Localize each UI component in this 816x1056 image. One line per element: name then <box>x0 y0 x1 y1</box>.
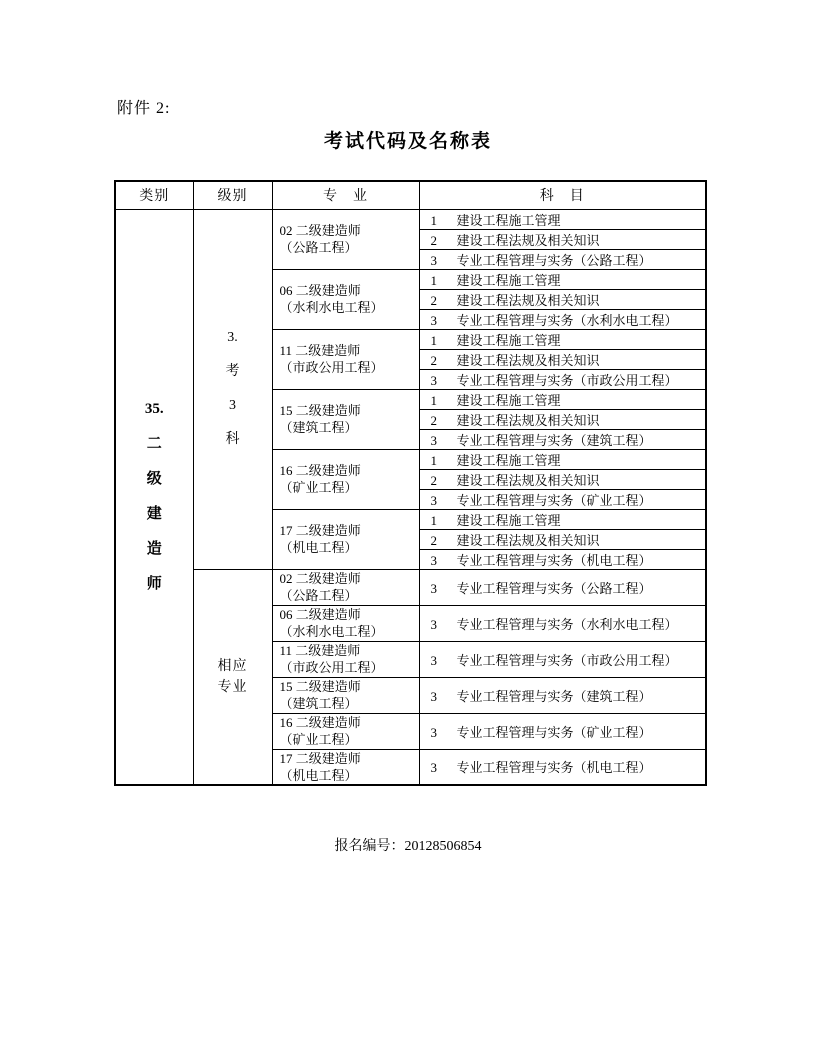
specialty-name: 06 二级建造师 <box>279 607 361 622</box>
subject-title: 专业工程管理与实务（公路工程） <box>456 252 652 268</box>
subject-title: 专业工程管理与实务（矿业工程） <box>456 724 652 740</box>
subject-cell <box>419 389 706 409</box>
subject-title: 专业工程管理与实务（建筑工程） <box>456 688 652 704</box>
category-text: 二 <box>146 435 162 452</box>
subject-number: 1 <box>430 392 437 408</box>
subject-cell <box>419 749 706 785</box>
subject-number: 1 <box>430 332 437 348</box>
level-text: 专业 <box>217 679 248 695</box>
subject-number: 3 <box>430 724 437 740</box>
subject-number: 1 <box>430 512 437 528</box>
subject-title: 建设工程施工管理 <box>456 512 561 528</box>
specialty-name: 16 二级建造师 <box>279 715 361 730</box>
attachment-label: 附件 2: <box>117 100 171 117</box>
subject-number: 1 <box>430 272 437 288</box>
subject-number: 3 <box>430 652 437 668</box>
subject-title: 建设工程施工管理 <box>456 212 561 228</box>
specialty-name: 15 二级建造师 <box>279 403 361 418</box>
specialty-name: 16 二级建造师 <box>279 463 361 478</box>
subject-number: 3 <box>430 760 437 776</box>
specialty-paren: （公路工程） <box>279 240 358 255</box>
subject-number: 2 <box>430 412 437 428</box>
exam-table-body <box>115 209 706 785</box>
level-text: 考 <box>225 364 240 379</box>
specialty-name: 02 二级建造师 <box>279 223 361 238</box>
subject-cell <box>419 549 706 569</box>
category-text: 造 <box>146 540 162 557</box>
specialty-cell <box>272 677 419 713</box>
level-text: 3 <box>229 398 236 413</box>
specialty-paren: （市政公用工程） <box>279 660 384 675</box>
subject-cell <box>419 349 706 369</box>
category-text: 师 <box>146 575 162 592</box>
subject-title: 建设工程法规及相关知识 <box>456 352 600 368</box>
subject-cell <box>419 489 706 509</box>
specialty-cell <box>272 329 419 389</box>
category-text: 级 <box>146 470 162 487</box>
specialty-paren: （市政公用工程） <box>279 360 384 375</box>
subject-number: 3 <box>430 492 437 508</box>
subject-number: 2 <box>430 532 437 548</box>
exam-code-table <box>114 180 707 786</box>
specialty-paren: （水利水电工程） <box>279 624 384 639</box>
registration-number: 报名编号：20128506854 <box>334 839 482 854</box>
subject-title: 专业工程管理与实务（市政公用工程） <box>456 652 678 668</box>
subject-cell <box>419 429 706 449</box>
specialty-name: 02 二级建造师 <box>279 571 361 586</box>
subject-cell <box>419 449 706 469</box>
subject-title: 建设工程施工管理 <box>456 272 561 288</box>
subject-number: 1 <box>430 212 437 228</box>
subject-number: 3 <box>430 580 437 596</box>
subject-number: 2 <box>430 352 437 368</box>
table-header <box>115 181 706 209</box>
category-text: 35. <box>144 400 164 417</box>
subject-number: 3 <box>430 432 437 448</box>
subject-cell <box>419 569 706 605</box>
subject-title: 专业工程管理与实务（水利水电工程） <box>456 616 678 632</box>
specialty-name: 11 二级建造师 <box>279 643 361 658</box>
subject-title: 建设工程法规及相关知识 <box>456 412 600 428</box>
specialty-name: 11 二级建造师 <box>279 343 361 358</box>
subject-number: 3 <box>430 552 437 568</box>
subject-title: 专业工程管理与实务（公路工程） <box>456 580 652 596</box>
subject-number: 3 <box>430 688 437 704</box>
specialty-paren: （建筑工程） <box>279 696 358 711</box>
specialty-cell <box>272 641 419 677</box>
subject-cell <box>419 309 706 329</box>
header-category: 类别 <box>115 181 193 209</box>
subject-number: 2 <box>430 472 437 488</box>
level-cell <box>193 209 272 569</box>
subject-number: 3 <box>430 616 437 632</box>
subject-cell <box>419 209 706 229</box>
category-cell <box>115 209 193 785</box>
subject-cell <box>419 509 706 529</box>
subject-title: 建设工程法规及相关知识 <box>456 472 600 488</box>
subject-number: 2 <box>430 292 437 308</box>
specialty-paren: （机电工程） <box>279 767 358 783</box>
header-specialty: 专 业 <box>272 181 419 209</box>
subject-cell <box>419 529 706 549</box>
specialty-paren: （水利水电工程） <box>279 300 384 315</box>
subject-number: 3 <box>430 252 437 268</box>
specialty-cell <box>272 389 419 449</box>
subject-title: 建设工程施工管理 <box>456 392 561 408</box>
table-header-row <box>115 181 706 209</box>
specialty-cell <box>272 269 419 329</box>
header-level: 级别 <box>193 181 272 209</box>
level-text: 相应 <box>217 658 248 674</box>
page-title: 考试代码及名称表 <box>323 131 492 152</box>
specialty-paren: （建筑工程） <box>279 420 358 435</box>
level-text: 3. <box>227 330 238 345</box>
specialty-name: 17 二级建造师 <box>279 750 361 766</box>
subject-cell <box>419 409 706 429</box>
subject-number: 1 <box>430 452 437 468</box>
specialty-paren: （矿业工程） <box>279 732 358 747</box>
specialty-cell <box>272 605 419 641</box>
subject-cell <box>419 605 706 641</box>
subject-title: 专业工程管理与实务（水利水电工程） <box>456 312 678 328</box>
level-cell <box>193 569 272 785</box>
level-text: 科 <box>225 432 240 447</box>
specialty-paren: （机电工程） <box>279 540 358 555</box>
subject-cell <box>419 229 706 249</box>
subject-title: 专业工程管理与实务（机电工程） <box>456 552 652 568</box>
subject-cell <box>419 269 706 289</box>
subject-title: 建设工程施工管理 <box>456 332 561 348</box>
table-row <box>115 209 706 229</box>
subject-title: 专业工程管理与实务（矿业工程） <box>456 492 652 508</box>
specialty-name: 17 二级建造师 <box>279 523 361 538</box>
specialty-cell <box>272 569 419 605</box>
subject-title: 专业工程管理与实务（机电工程） <box>456 760 652 776</box>
subject-title: 专业工程管理与实务（市政公用工程） <box>456 372 678 388</box>
specialty-name: 06 二级建造师 <box>279 283 361 298</box>
subject-cell <box>419 677 706 713</box>
table-row <box>115 569 706 605</box>
header-subject: 科 目 <box>419 181 706 209</box>
subject-cell <box>419 469 706 489</box>
subject-cell <box>419 329 706 349</box>
subject-title: 专业工程管理与实务（建筑工程） <box>456 432 652 448</box>
subject-number: 3 <box>430 372 437 388</box>
specialty-cell <box>272 713 419 749</box>
subject-cell <box>419 249 706 269</box>
subject-cell <box>419 641 706 677</box>
category-text: 建 <box>146 505 162 522</box>
subject-title: 建设工程法规及相关知识 <box>456 292 600 308</box>
subject-number: 2 <box>430 232 437 248</box>
subject-title: 建设工程法规及相关知识 <box>456 532 600 548</box>
specialty-cell <box>272 449 419 509</box>
subject-cell <box>419 289 706 309</box>
specialty-paren: （矿业工程） <box>279 480 358 495</box>
specialty-cell <box>272 749 419 785</box>
subject-cell <box>419 713 706 749</box>
specialty-cell <box>272 209 419 269</box>
specialty-paren: （公路工程） <box>279 588 358 603</box>
subject-title: 建设工程施工管理 <box>456 452 561 468</box>
specialty-cell <box>272 509 419 569</box>
subject-title: 建设工程法规及相关知识 <box>456 232 600 248</box>
specialty-name: 15 二级建造师 <box>279 679 361 694</box>
subject-cell <box>419 369 706 389</box>
subject-number: 3 <box>430 312 437 328</box>
